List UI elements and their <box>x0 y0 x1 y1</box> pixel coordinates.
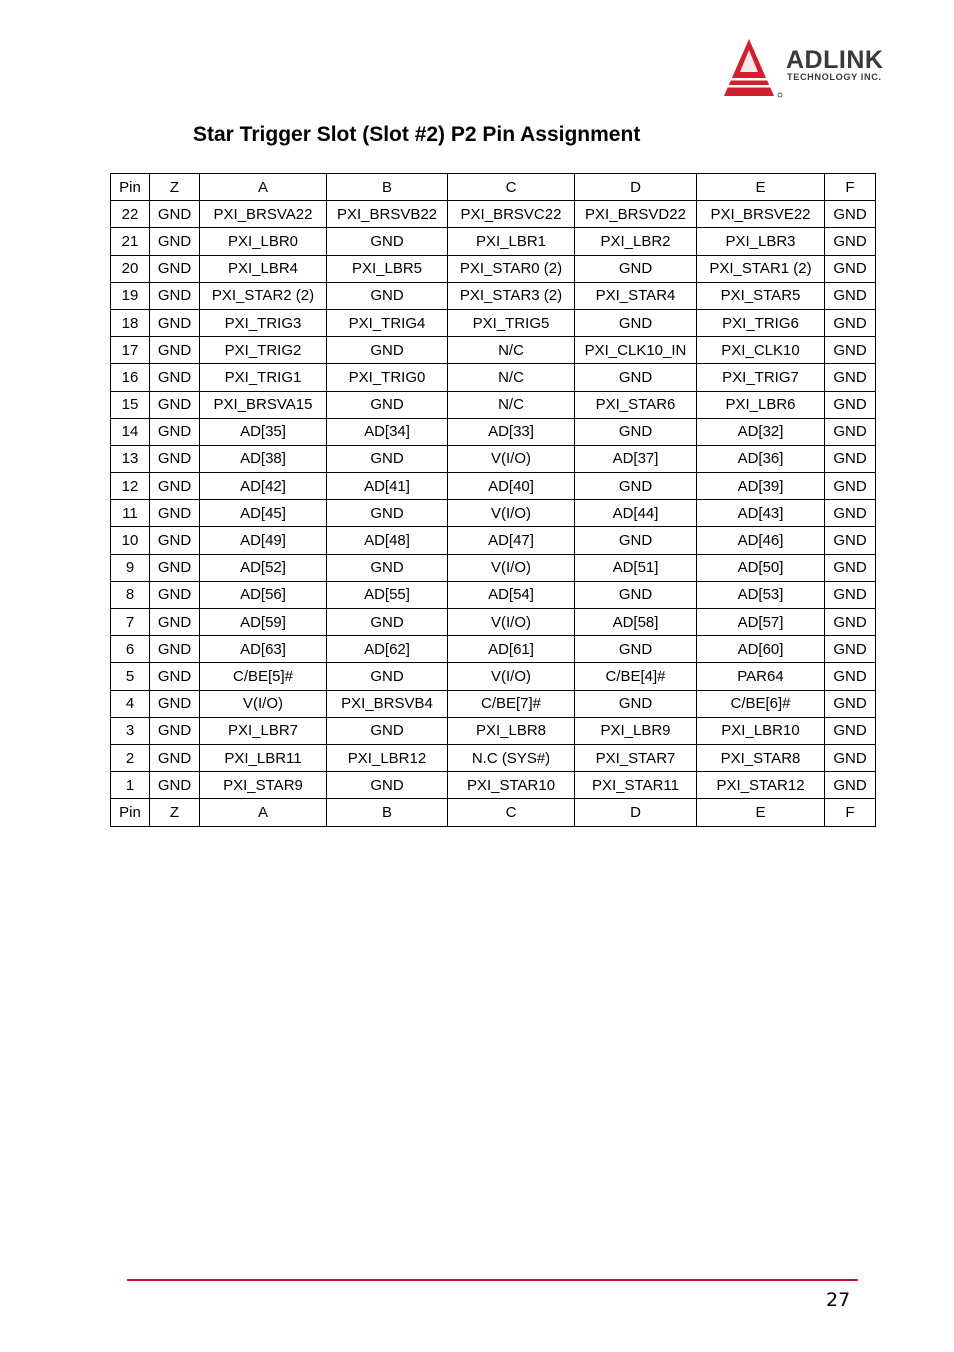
signal-cell: GND <box>825 663 876 690</box>
pin-number-cell: 15 <box>111 391 150 418</box>
signal-cell: GND <box>575 364 697 391</box>
table-row <box>111 554 876 581</box>
signal-cell: AD[34] <box>327 418 448 445</box>
signal-cell: PXI_TRIG3 <box>200 309 327 336</box>
signal-cell: V(I/O) <box>200 690 327 717</box>
signal-cell: AD[57] <box>697 609 825 636</box>
column-header: E <box>697 174 825 201</box>
column-header: Pin <box>111 174 150 201</box>
signal-cell: GND <box>327 337 448 364</box>
signal-cell: PXI_LBR3 <box>697 228 825 255</box>
signal-cell: PXI_BRSVB22 <box>327 201 448 228</box>
signal-cell: N/C <box>448 337 575 364</box>
signal-cell: GND <box>150 255 200 282</box>
signal-cell: V(I/O) <box>448 609 575 636</box>
signal-cell: GND <box>825 500 876 527</box>
signal-cell: N/C <box>448 391 575 418</box>
table-row <box>111 228 876 255</box>
footer-row <box>111 799 876 826</box>
signal-cell: PXI_LBR1 <box>448 228 575 255</box>
signal-cell: PXI_CLK10 <box>697 337 825 364</box>
column-footer: Pin <box>111 799 150 826</box>
header-row <box>111 174 876 201</box>
brand-name: ADLINK <box>786 46 884 74</box>
signal-cell: AD[58] <box>575 609 697 636</box>
signal-cell: GND <box>150 228 200 255</box>
signal-cell: AD[32] <box>697 418 825 445</box>
signal-cell: GND <box>825 418 876 445</box>
signal-cell: GND <box>575 473 697 500</box>
table-row <box>111 473 876 500</box>
column-header: D <box>575 174 697 201</box>
signal-cell: GND <box>327 445 448 472</box>
signal-cell: PXI_LBR11 <box>200 744 327 771</box>
pin-number-cell: 13 <box>111 445 150 472</box>
signal-cell: PXI_STAR0 (2) <box>448 255 575 282</box>
table-row <box>111 201 876 228</box>
signal-cell: PXI_STAR11 <box>575 772 697 799</box>
signal-cell: GND <box>327 554 448 581</box>
adlink-triangle-icon <box>722 38 784 100</box>
signal-cell: AD[48] <box>327 527 448 554</box>
column-footer: Z <box>150 799 200 826</box>
signal-cell: AD[46] <box>697 527 825 554</box>
signal-cell: AD[55] <box>327 581 448 608</box>
signal-cell: AD[60] <box>697 636 825 663</box>
column-header: A <box>200 174 327 201</box>
signal-cell: GND <box>150 418 200 445</box>
signal-cell: GND <box>150 744 200 771</box>
column-footer: C <box>448 799 575 826</box>
signal-cell: GND <box>150 717 200 744</box>
pin-number-cell: 3 <box>111 717 150 744</box>
signal-cell: GND <box>825 309 876 336</box>
table-row <box>111 418 876 445</box>
signal-cell: GND <box>150 337 200 364</box>
signal-cell: AD[37] <box>575 445 697 472</box>
signal-cell: GND <box>825 717 876 744</box>
signal-cell: GND <box>327 717 448 744</box>
signal-cell: GND <box>327 772 448 799</box>
signal-cell: GND <box>327 391 448 418</box>
signal-cell: GND <box>327 609 448 636</box>
signal-cell: AD[43] <box>697 500 825 527</box>
signal-cell: PXI_TRIG4 <box>327 309 448 336</box>
table-row <box>111 282 876 309</box>
table-header <box>111 174 876 201</box>
pin-number-cell: 6 <box>111 636 150 663</box>
table-row <box>111 391 876 418</box>
signal-cell: GND <box>150 527 200 554</box>
pin-number-cell: 12 <box>111 473 150 500</box>
signal-cell: PXI_TRIG1 <box>200 364 327 391</box>
signal-cell: V(I/O) <box>448 500 575 527</box>
signal-cell: GND <box>150 772 200 799</box>
signal-cell: PXI_STAR10 <box>448 772 575 799</box>
table-row <box>111 690 876 717</box>
signal-cell: C/BE[6]# <box>697 690 825 717</box>
column-footer: D <box>575 799 697 826</box>
signal-cell: GND <box>825 255 876 282</box>
signal-cell: GND <box>825 609 876 636</box>
signal-cell: GND <box>150 636 200 663</box>
signal-cell: PXI_TRIG2 <box>200 337 327 364</box>
signal-cell: AD[63] <box>200 636 327 663</box>
signal-cell: V(I/O) <box>448 663 575 690</box>
signal-cell: GND <box>150 663 200 690</box>
table-row <box>111 772 876 799</box>
signal-cell: AD[33] <box>448 418 575 445</box>
signal-cell: GND <box>825 228 876 255</box>
signal-cell: GND <box>150 309 200 336</box>
column-header: C <box>448 174 575 201</box>
signal-cell: AD[41] <box>327 473 448 500</box>
column-footer: F <box>825 799 876 826</box>
signal-cell: PXI_LBR12 <box>327 744 448 771</box>
signal-cell: AD[59] <box>200 609 327 636</box>
signal-cell: PXI_LBR2 <box>575 228 697 255</box>
signal-cell: PXI_STAR3 (2) <box>448 282 575 309</box>
pin-number-cell: 16 <box>111 364 150 391</box>
signal-cell: GND <box>150 282 200 309</box>
pin-number-cell: 9 <box>111 554 150 581</box>
signal-cell: AD[35] <box>200 418 327 445</box>
signal-cell: GND <box>150 690 200 717</box>
signal-cell: GND <box>825 445 876 472</box>
signal-cell: GND <box>150 445 200 472</box>
signal-cell: AD[54] <box>448 581 575 608</box>
signal-cell: GND <box>150 554 200 581</box>
signal-cell: GND <box>150 391 200 418</box>
signal-cell: GND <box>150 473 200 500</box>
signal-cell: AD[56] <box>200 581 327 608</box>
pin-number-cell: 4 <box>111 690 150 717</box>
signal-cell: PXI_BRSVE22 <box>697 201 825 228</box>
table-row <box>111 663 876 690</box>
pin-number-cell: 8 <box>111 581 150 608</box>
signal-cell: PXI_LBR4 <box>200 255 327 282</box>
signal-cell: GND <box>575 527 697 554</box>
table-row <box>111 636 876 663</box>
table-row <box>111 717 876 744</box>
signal-cell: AD[49] <box>200 527 327 554</box>
signal-cell: GND <box>825 744 876 771</box>
signal-cell: PAR64 <box>697 663 825 690</box>
pin-number-cell: 1 <box>111 772 150 799</box>
column-footer: E <box>697 799 825 826</box>
signal-cell: PXI_STAR6 <box>575 391 697 418</box>
signal-cell: GND <box>825 690 876 717</box>
signal-cell: PXI_LBR6 <box>697 391 825 418</box>
signal-cell: N.C (SYS#) <box>448 744 575 771</box>
signal-cell: AD[47] <box>448 527 575 554</box>
signal-cell: PXI_STAR4 <box>575 282 697 309</box>
pin-number-cell: 17 <box>111 337 150 364</box>
signal-cell: PXI_BRSVA22 <box>200 201 327 228</box>
signal-cell: PXI_LBR8 <box>448 717 575 744</box>
signal-cell: PXI_LBR9 <box>575 717 697 744</box>
pin-number-cell: 19 <box>111 282 150 309</box>
signal-cell: PXI_BRSVC22 <box>448 201 575 228</box>
page-number: 27 <box>826 1289 851 1311</box>
table-row <box>111 500 876 527</box>
signal-cell: GND <box>575 418 697 445</box>
signal-cell: PXI_BRSVA15 <box>200 391 327 418</box>
table-row <box>111 609 876 636</box>
signal-cell: PXI_TRIG5 <box>448 309 575 336</box>
signal-cell: GND <box>825 581 876 608</box>
signal-cell: PXI_TRIG0 <box>327 364 448 391</box>
signal-cell: AD[52] <box>200 554 327 581</box>
table-row <box>111 445 876 472</box>
signal-cell: C/BE[5]# <box>200 663 327 690</box>
signal-cell: GND <box>825 201 876 228</box>
signal-cell: GND <box>825 473 876 500</box>
column-header: F <box>825 174 876 201</box>
signal-cell: V(I/O) <box>448 554 575 581</box>
table-row <box>111 255 876 282</box>
signal-cell: AD[53] <box>697 581 825 608</box>
table-row <box>111 581 876 608</box>
signal-cell: PXI_LBR10 <box>697 717 825 744</box>
signal-cell: PXI_LBR5 <box>327 255 448 282</box>
signal-cell: GND <box>575 255 697 282</box>
signal-cell: N/C <box>448 364 575 391</box>
signal-cell: AD[50] <box>697 554 825 581</box>
signal-cell: AD[62] <box>327 636 448 663</box>
signal-cell: AD[51] <box>575 554 697 581</box>
signal-cell: GND <box>327 282 448 309</box>
signal-cell: PXI_TRIG7 <box>697 364 825 391</box>
signal-cell: V(I/O) <box>448 445 575 472</box>
signal-cell: GND <box>575 309 697 336</box>
signal-cell: AD[44] <box>575 500 697 527</box>
signal-cell: AD[40] <box>448 473 575 500</box>
signal-cell: GND <box>150 500 200 527</box>
signal-cell: GND <box>575 690 697 717</box>
pin-number-cell: 20 <box>111 255 150 282</box>
signal-cell: GND <box>327 228 448 255</box>
table-row <box>111 309 876 336</box>
pin-assignment-table <box>110 173 876 827</box>
signal-cell: AD[45] <box>200 500 327 527</box>
signal-cell: GND <box>327 500 448 527</box>
brand-tagline: TECHNOLOGY INC. <box>787 72 882 82</box>
pin-number-cell: 14 <box>111 418 150 445</box>
pin-number-cell: 22 <box>111 201 150 228</box>
pin-number-cell: 11 <box>111 500 150 527</box>
signal-cell: PXI_TRIG6 <box>697 309 825 336</box>
signal-cell: GND <box>825 527 876 554</box>
signal-cell: PXI_STAR2 (2) <box>200 282 327 309</box>
column-header: Z <box>150 174 200 201</box>
signal-cell: GND <box>150 201 200 228</box>
signal-cell: C/BE[4]# <box>575 663 697 690</box>
signal-cell: PXI_STAR8 <box>697 744 825 771</box>
signal-cell: PXI_LBR0 <box>200 228 327 255</box>
signal-cell: PXI_CLK10_IN <box>575 337 697 364</box>
signal-cell: PXI_BRSVD22 <box>575 201 697 228</box>
signal-cell: GND <box>825 391 876 418</box>
signal-cell: GND <box>327 663 448 690</box>
pin-number-cell: 21 <box>111 228 150 255</box>
pin-number-cell: 5 <box>111 663 150 690</box>
pin-number-cell: 18 <box>111 309 150 336</box>
pin-number-cell: 2 <box>111 744 150 771</box>
pin-number-cell: 7 <box>111 609 150 636</box>
signal-cell: PXI_STAR1 (2) <box>697 255 825 282</box>
table-row <box>111 337 876 364</box>
table-row <box>111 527 876 554</box>
table-row <box>111 364 876 391</box>
signal-cell: AD[38] <box>200 445 327 472</box>
signal-cell: GND <box>825 364 876 391</box>
signal-cell: C/BE[7]# <box>448 690 575 717</box>
signal-cell: AD[36] <box>697 445 825 472</box>
signal-cell: PXI_BRSVB4 <box>327 690 448 717</box>
signal-cell: GND <box>150 581 200 608</box>
signal-cell: AD[39] <box>697 473 825 500</box>
column-footer: B <box>327 799 448 826</box>
signal-cell: GND <box>825 554 876 581</box>
signal-cell: GND <box>150 364 200 391</box>
signal-cell: GND <box>825 772 876 799</box>
footer-rule <box>127 1279 858 1281</box>
column-header: B <box>327 174 448 201</box>
adlink-logo <box>722 38 912 100</box>
signal-cell: PXI_STAR5 <box>697 282 825 309</box>
signal-cell: GND <box>575 581 697 608</box>
signal-cell: PXI_LBR7 <box>200 717 327 744</box>
signal-cell: GND <box>150 609 200 636</box>
signal-cell: AD[42] <box>200 473 327 500</box>
signal-cell: GND <box>575 636 697 663</box>
signal-cell: GND <box>825 636 876 663</box>
table-body <box>111 201 876 799</box>
signal-cell: AD[61] <box>448 636 575 663</box>
pin-number-cell: 10 <box>111 527 150 554</box>
signal-cell: PXI_STAR7 <box>575 744 697 771</box>
signal-cell: PXI_STAR9 <box>200 772 327 799</box>
column-footer: A <box>200 799 327 826</box>
section-title: Star Trigger Slot (Slot #2) P2 Pin Assignment <box>193 123 641 146</box>
signal-cell: GND <box>825 337 876 364</box>
table-footer <box>111 799 876 826</box>
signal-cell: GND <box>825 282 876 309</box>
signal-cell: PXI_STAR12 <box>697 772 825 799</box>
table-row <box>111 744 876 771</box>
